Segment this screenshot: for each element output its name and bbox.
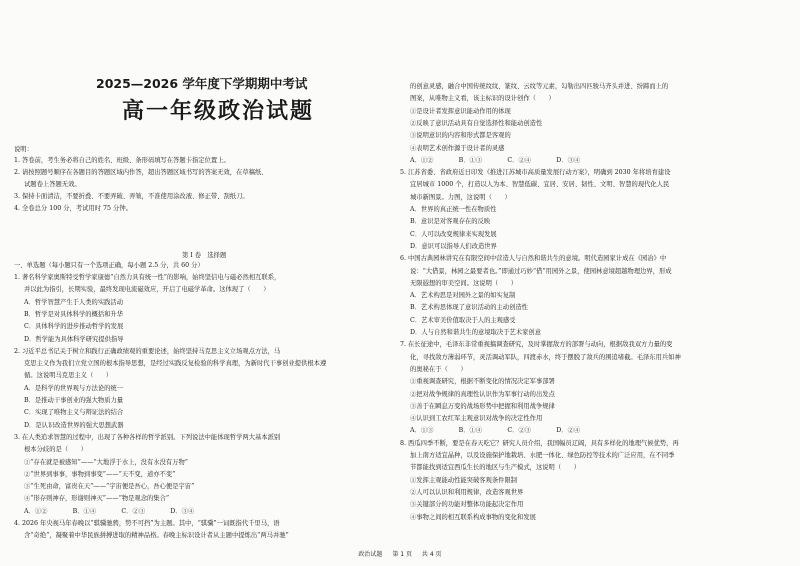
question-line: 5. 江苏省委、省政府近日印发《推进江苏城市高质量发展行动方案》，明确到 2030 年将培育建设 [400, 169, 671, 177]
exam-title: 高一年级政治试题 [122, 98, 315, 124]
question-line: 8. 西瓜四季不断，要是在春天吃它？研究人员介绍，我国幅员辽阔，具有多样化的地理气候优势，再 [400, 439, 679, 447]
exam-header: 2025—2026 学年度下学期期中考试 [96, 76, 308, 91]
section-intro: 一、单选题（每小题只有一个选项正确，每小题 2.5 分，共 60 分） [14, 262, 204, 269]
question-line: A．①② B．①④ C．②③ D．③④ [24, 507, 195, 515]
question-line: B．哲学是对具体科学的概括和升华 [24, 310, 124, 318]
note-line: 4. 全卷总分 100 分，考试用时 75 分钟。 [14, 205, 132, 212]
note-line: 2. 请按照题号顺序在各题目的答题区域内作答，超出答题区域书写的答案无效，在草稿纸、 [14, 169, 268, 176]
footer-subject: 政治试题 [358, 551, 383, 558]
question-line: ②反映了意识活动具有自觉选择性和能动创造性 [410, 119, 543, 127]
question-line: 4. 2026 年央视马年春晚以“骐骥驰骋，势不可挡”为主题。其中，“骐骥”一词既指代千里马，语 [14, 520, 280, 527]
question-line: ④事物之间的相互联系构成事物的变化和发展 [410, 513, 536, 521]
question-line: 加上南方适宜晶种，以及设施保护地栽培、水肥一体化、绿色防控等技术的广泛应用，在不同季 [410, 452, 675, 459]
question-line: A．艺术构思是对园外之景的如实复制 [410, 292, 516, 300]
question-line: ①是设计者发挥意识能动作用的体现 [410, 107, 511, 115]
note-line: 3. 保持卡面清洁，不要折叠、不要弄破、弄皱，不准使用涂改液、修正带、刮纸刀。 [14, 193, 249, 200]
question-line: A．①② B．①③ C．②④ D．③④ [410, 156, 581, 164]
question-line: 7. 在长征途中，毛泽东非常重视搞调查研究，及时掌握敌方的部署与动向，根据敌我双方力量的变 [400, 341, 673, 349]
question-line: 2. 习近平总书记关于树立和践行正确政绩观的重要论述，始终坚持马克思主义立场观点方法，马 [14, 347, 281, 355]
question-line: ③关键部分的功能对整体功能起决定作用 [410, 501, 524, 509]
question-line: A．①③ B．①④ C．②③ D．②④ [410, 427, 581, 435]
question-line: C．艺术审美价值取决于人的主观感受 [410, 316, 516, 324]
right-column [400, 0, 788, 566]
page-footer [0, 549, 800, 558]
question-line: ③善于在瞬息万变的战场形势中把握和利用战争规律 [410, 402, 555, 410]
question-line: A．是科学的世界观与方法论的统一 [24, 384, 124, 392]
question-line: 的创意灵感，融合中国传统纹纹、篆纹、云纹等元素，勾勒出四匹骏马齐头并进、纷蹄而上的 [410, 83, 669, 90]
notes-heading: 说明： [14, 146, 33, 153]
question-line: ①重视调查研究，根据不断变化的情况决定军事部署 [410, 378, 555, 386]
question-line: ④表明艺术创作源于设计者的灵感 [410, 144, 505, 152]
question-line: ④认识到工农红军主观意识对战争的决定性作用 [410, 415, 543, 423]
question-line: 1. 著名科学家奥斯特受哲学家康德“自然力具有统一性”的影响，始终坚信电与磁必然相互联系， [14, 274, 281, 281]
question-line: 并以此为指引，长期实验，最终发现电流磁效应，开启了电磁学革命。这体现了（ ） [24, 286, 270, 294]
question-line: B．意识是对客观存在的反映 [410, 218, 491, 226]
question-line: C．具体科学的进步推动哲学的发展 [24, 323, 124, 331]
question-line: 循。这说明马克思主义（ ） [24, 372, 113, 380]
footer-page: 第 1 页 [392, 551, 412, 558]
question-line: ③“生死由命，富贵在天”——“宇宙便是吾心，吾心便是宇宙” [24, 483, 195, 491]
note-line: 试题卷上答题无效。 [24, 181, 81, 188]
question-line: ③说明意识的内容和形式都是客观的 [410, 132, 511, 140]
question-line: 节都能找到适宜西瓜生长的地区与生产模式，这说明（ ） [410, 464, 581, 472]
question-line: 根本分歧的是（ ） [24, 446, 87, 454]
question-line: 图案，从唯物主义看，该主标识的设计创作（ ） [410, 95, 555, 103]
question-line: ②人可以认识和利用规律，改造客观世界 [410, 488, 524, 496]
section-title: 第 I 卷 选择题 [182, 252, 227, 259]
question-line: ②“世界到事事，事物到事变”——“天不变，道亦不变” [24, 470, 176, 478]
question-line: D．是认识改造世界的强大思想武器 [24, 421, 124, 429]
note-line: 1. 答卷前，考生务必将自己的姓名、班级、条形码填写在答题卡指定位置上。 [14, 157, 230, 164]
question-line: D．人与自然和谐共生的意境取决于艺术家创意 [410, 329, 541, 336]
question-line: B．艺术构思体现了意识活动的主动创造性 [410, 304, 528, 312]
question-line: A．世界的真正统一性在物质性 [410, 206, 497, 213]
question-line: C．人可以改变规律来实现发展 [410, 230, 497, 238]
question-line: 的奥秘在于（ ） [410, 365, 467, 373]
question-line: 3. 在人类追求智慧的过程中，出现了各种各样的哲学派别。下列说法中能体现哲学两大基本派别 [14, 433, 281, 441]
question-line: ①发挥主观能动性能突破客观条件限制 [410, 476, 518, 484]
question-line: 无限遐想的审美空间。这说明（ ） [410, 279, 518, 287]
question-line: 克思主义作为我们立党立国的根本指导思想，是经过实践反复检验的科学真理，为新时代干事创业提供根本遵 [24, 360, 327, 368]
left-column [14, 0, 390, 566]
question-line: D．哲学能为具体科学研究提供指导 [24, 335, 124, 343]
question-line: ④“形存则神存，形谢则神灭”——“物是观念的集合” [24, 495, 170, 503]
question-line: D．意识可以指导人们改造世界 [410, 242, 497, 250]
question-line: 6. 中国古典园林讲究在有限空间中营造人与自然和谐共生的意境。明代造园家计成在《园冶》中 [400, 255, 667, 263]
question-line: C．实现了唯物主义与辩证法的结合 [24, 409, 124, 417]
question-line: 城市新图景。力图，这说明（ ） [410, 193, 511, 201]
question-line: 含“奇绝”，凝聚着中华民族拼搏进取的精神品格。春晚主标识设计者从主题中提炼出“两马并驰” [24, 532, 289, 540]
question-line: ②把对战争规律的真理性认识作为军事行动的出发点 [410, 390, 555, 398]
footer-total: 共 4 页 [421, 551, 442, 558]
question-line: 宜居城市 1000 个，打造以人为本、智慧低碳、宜居、安居、韧性、文明、智慧的现代化人民 [410, 181, 670, 189]
question-line: A．哲学智慧产生于人类的实践活动 [24, 298, 124, 306]
question-line: 说：“大借景，林园之最要者也。”即通过巧妙“借”用园外之景，使园林意境超越物理边界，形成 [410, 267, 672, 275]
question-line: 化，寻找敌方薄弱环节，灵活调动军队，四渡赤水，终于摆脱了敌兵的围追堵截。毛泽东用兵如神 [410, 353, 681, 361]
question-line: ①“存在就是被感知”——“大地浮于水上，没有水没有万物” [24, 458, 189, 466]
question-line: B．是推动干事创业的强大物质力量 [24, 397, 124, 404]
